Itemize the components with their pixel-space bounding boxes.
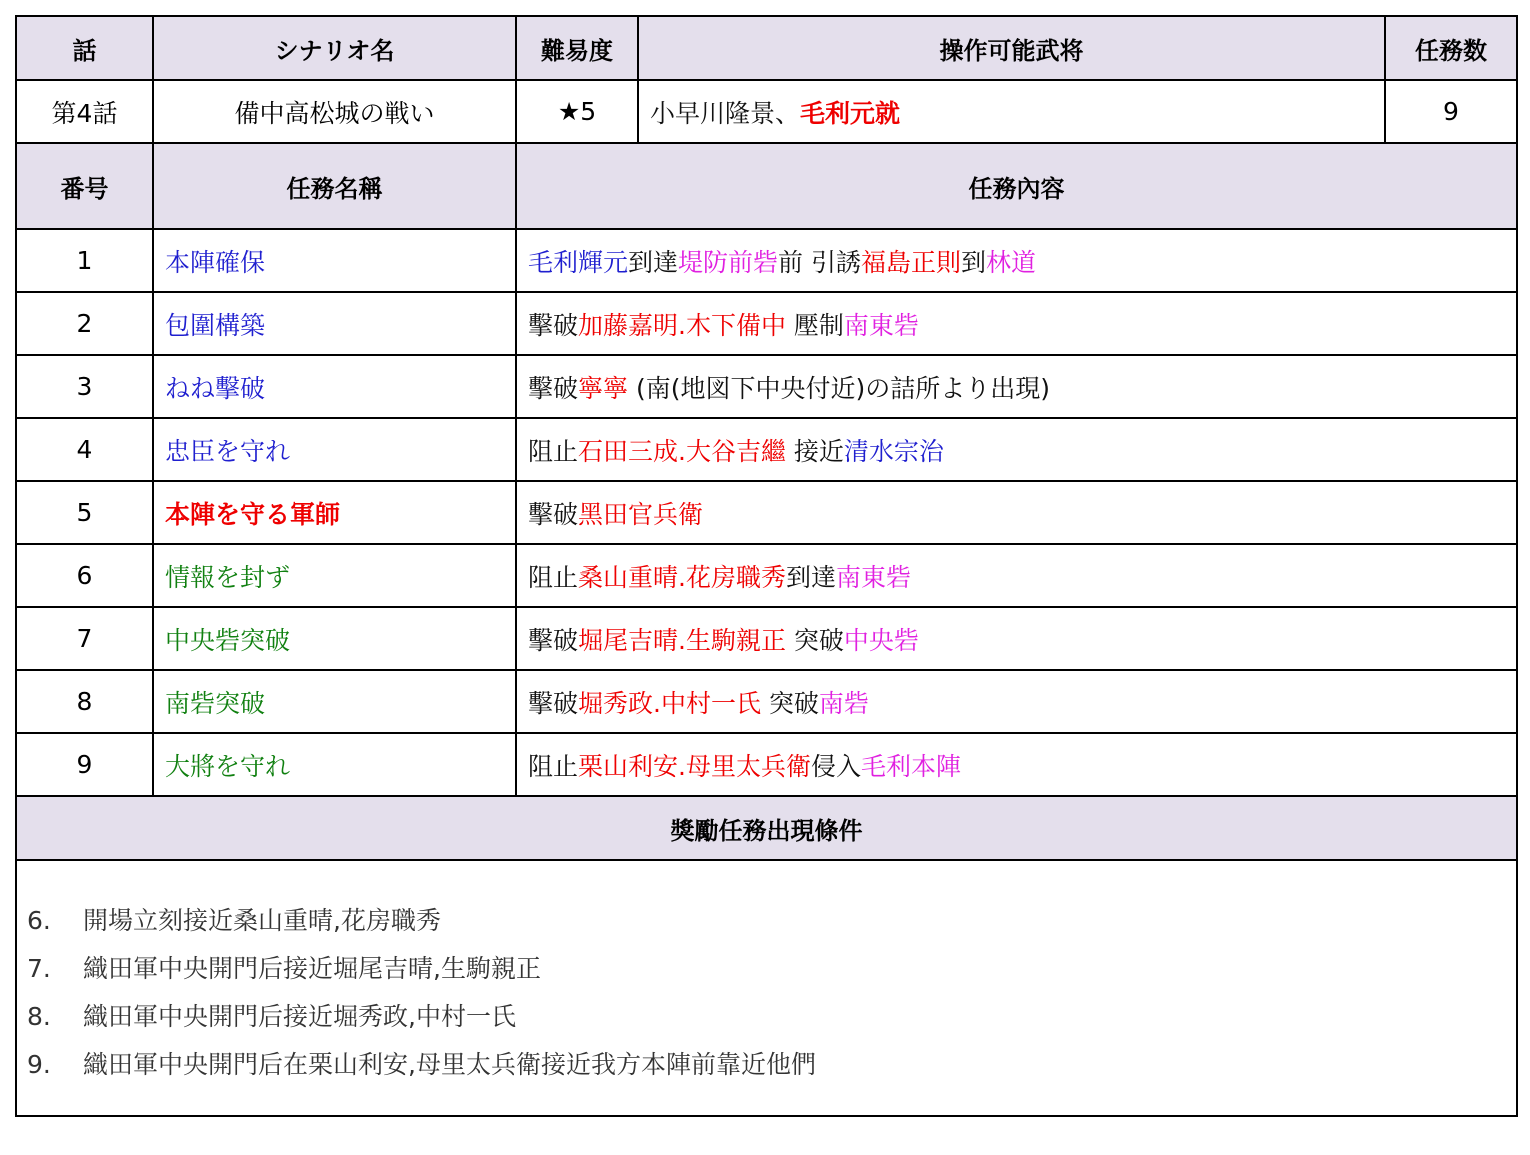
mission-row xyxy=(16,607,1517,670)
reward-note xyxy=(27,993,1516,1041)
reward-note xyxy=(27,897,1516,945)
reward-notes-list xyxy=(17,861,1516,1089)
mission-name: 本陣確保 xyxy=(153,229,516,292)
reward-conditions xyxy=(16,860,1517,1116)
mission-number: 6 xyxy=(16,544,153,607)
mission-row xyxy=(16,292,1517,355)
mission-content-fragment: 擊破 xyxy=(528,373,579,403)
reward-note-text: 開場立刻接近桑山重晴,花房職秀 xyxy=(83,906,441,935)
mission-content-fragment: 毛利本陣 xyxy=(860,751,961,781)
header-mission-content: 任務內容 xyxy=(516,143,1517,229)
mission-content-fragment: 林道 xyxy=(986,247,1037,277)
mission-number: 2 xyxy=(16,292,153,355)
reward-note-text: 織田軍中央開門后接近堀秀政,中村一氏 xyxy=(83,1002,516,1031)
mission-content xyxy=(516,229,1517,292)
mission-name: 大將を守れ xyxy=(153,733,516,796)
scenario-name: 備中高松城の戦い xyxy=(153,80,516,143)
reward-note-number: 6. xyxy=(27,906,51,935)
header-difficulty: 難易度 xyxy=(516,16,638,80)
scenario-sheet xyxy=(15,15,1516,1117)
mission-number: 1 xyxy=(16,229,153,292)
mission-content-fragment: 中央砦 xyxy=(843,625,919,655)
mission-row xyxy=(16,670,1517,733)
mission-content-fragment: 堤防前砦 xyxy=(678,247,779,277)
mission-row xyxy=(16,733,1517,796)
mission-content-fragment: 堀尾吉晴.生駒親正 xyxy=(578,625,786,655)
mission-content xyxy=(516,607,1517,670)
mission-content-fragment: 寧寧 xyxy=(578,373,629,403)
mission-content-fragment: 突破 xyxy=(785,625,844,655)
mission-content xyxy=(516,481,1517,544)
mission-number: 8 xyxy=(16,670,153,733)
mission-name: 包圍構築 xyxy=(153,292,516,355)
mission-content-fragment: 栗山利安.母里太兵衛 xyxy=(578,751,811,781)
mission-content-fragment: 南東砦 xyxy=(835,562,911,592)
header-playable-generals: 操作可能武将 xyxy=(638,16,1385,80)
reward-note-text: 織田軍中央開門后接近堀尾吉晴,生駒親正 xyxy=(83,954,541,983)
mission-content-fragment: 桑山重晴.花房職秀 xyxy=(578,562,786,592)
general-name-highlighted: 毛利元就 xyxy=(800,98,901,128)
mission-content-fragment: 擊破 xyxy=(528,625,579,655)
mission-content-fragment: 壓制 xyxy=(785,310,844,340)
mission-content xyxy=(516,670,1517,733)
mission-number: 7 xyxy=(16,607,153,670)
mission-content-fragment: 石田三成.大谷吉繼 xyxy=(578,436,786,466)
mission-content-fragment: 南砦 xyxy=(818,688,869,718)
scenario-generals xyxy=(638,80,1385,143)
mission-row xyxy=(16,355,1517,418)
reward-note xyxy=(27,1041,1516,1089)
mission-content-fragment: 擊破 xyxy=(528,688,579,718)
mission-content-fragment: 侵入 xyxy=(810,751,861,781)
header-mission-number: 番号 xyxy=(16,143,153,229)
mission-content-fragment: 擊破 xyxy=(528,310,579,340)
reward-note-text: 織田軍中央開門后在栗山利安,母里太兵衛接近我方本陣前靠近他們 xyxy=(83,1050,816,1079)
mission-content-fragment: 接近 xyxy=(785,436,844,466)
mission-row xyxy=(16,229,1517,292)
mission-name: 忠臣を守れ xyxy=(153,418,516,481)
mission-content xyxy=(516,418,1517,481)
reward-note-number: 9. xyxy=(27,1050,51,1079)
mission-content-fragment: 加藤嘉明.木下備中 xyxy=(578,310,786,340)
mission-content xyxy=(516,355,1517,418)
header-scenario-name: シナリオ名 xyxy=(153,16,516,80)
scenario-episode: 第4話 xyxy=(16,80,153,143)
mission-list xyxy=(16,229,1517,796)
mission-number: 5 xyxy=(16,481,153,544)
mission-content xyxy=(516,292,1517,355)
mission-content-fragment: 毛利輝元 xyxy=(528,247,629,277)
mission-row xyxy=(16,481,1517,544)
scenario-difficulty: ★5 xyxy=(516,80,638,143)
mission-name: 南砦突破 xyxy=(153,670,516,733)
header-mission-name: 任務名稱 xyxy=(153,143,516,229)
mission-number: 9 xyxy=(16,733,153,796)
mission-content-fragment: (南(地図下中央付近)の詰所より出現) xyxy=(628,373,1050,403)
mission-content-fragment: 清水宗治 xyxy=(843,436,944,466)
mission-content-fragment: 前 引誘 xyxy=(778,247,861,277)
mission-content-fragment: 擊破 xyxy=(528,499,579,529)
mission-content-fragment: 阻止 xyxy=(528,562,579,592)
mission-content-fragment: 黑田官兵衛 xyxy=(578,499,704,529)
mission-content-fragment: 阻止 xyxy=(528,751,579,781)
header-mission-count: 任務数 xyxy=(1385,16,1517,80)
mission-number: 4 xyxy=(16,418,153,481)
mission-name: 中央砦突破 xyxy=(153,607,516,670)
scenario-table xyxy=(15,15,1518,1117)
header-episode: 話 xyxy=(16,16,153,80)
mission-number: 3 xyxy=(16,355,153,418)
mission-row xyxy=(16,544,1517,607)
mission-content-fragment: 到達 xyxy=(785,562,836,592)
mission-content-fragment: 突破 xyxy=(760,688,819,718)
mission-name: ねね擊破 xyxy=(153,355,516,418)
mission-content-fragment: 堀秀政.中村一氏 xyxy=(578,688,761,718)
mission-content xyxy=(516,544,1517,607)
mission-content-fragment: 到達 xyxy=(628,247,679,277)
reward-note xyxy=(27,945,1516,993)
mission-content-fragment: 阻止 xyxy=(528,436,579,466)
reward-note-number: 8. xyxy=(27,1002,51,1031)
mission-content-fragment: 福島正則 xyxy=(861,247,962,277)
mission-content-fragment: 南東砦 xyxy=(843,310,919,340)
mission-name: 情報を封ず xyxy=(153,544,516,607)
general-separator: 、 xyxy=(775,98,801,128)
mission-name: 本陣を守る軍師 xyxy=(153,481,516,544)
mission-content-fragment: 到 xyxy=(961,247,987,277)
mission-row xyxy=(16,418,1517,481)
general-name: 小早川隆景 xyxy=(650,98,776,128)
scenario-mission-count: 9 xyxy=(1385,80,1517,143)
mission-content xyxy=(516,733,1517,796)
reward-title: 獎勵任務出現條件 xyxy=(16,796,1517,860)
reward-note-number: 7. xyxy=(27,954,51,983)
